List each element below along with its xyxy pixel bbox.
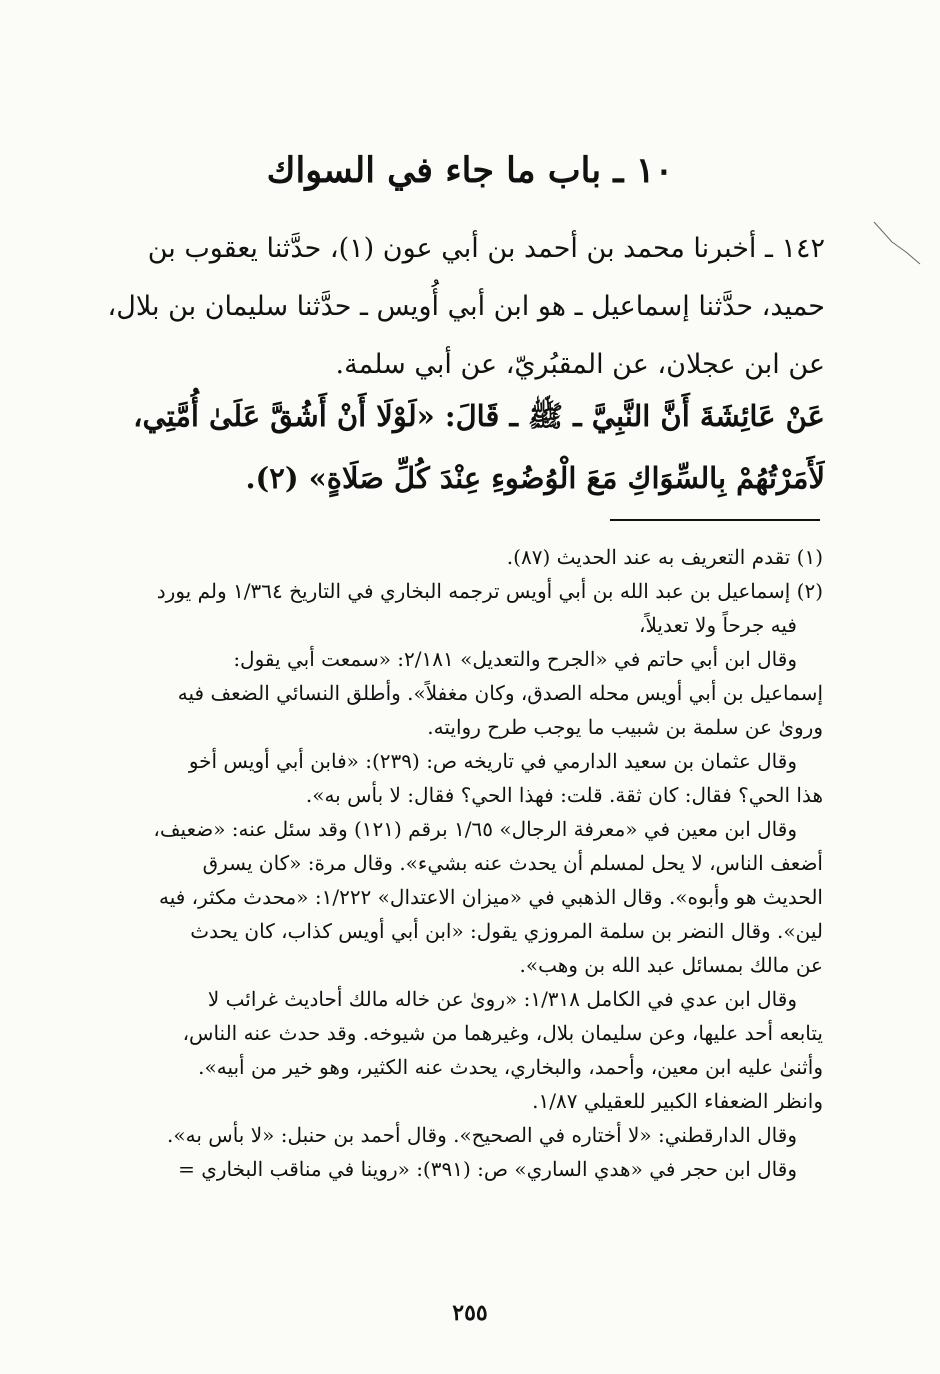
footnote-line: (٢) إسماعيل بن عبد الله بن أبي أويس ترجمه البخاري في التاريخ ١/٣٦٤ ولم يورد (156, 579, 823, 603)
footnote-line: عن مالك بمسائل عبد الله بن وهب». (519, 953, 823, 977)
footnote-line: فيه جرحاً ولا تعديلاً، (639, 613, 797, 637)
hadith-text (95, 385, 825, 509)
footnote-line: وقال ابن عدي في الكامل ١/٣١٨: «روىٰ عن خاله مالك أحاديث غرائب لا (207, 987, 797, 1011)
footnote-line: وأثنىٰ عليه ابن معين، وأحمد، والبخاري، يحدث عنه الكثير، وهو خير من أبيه». (198, 1055, 823, 1079)
chapter-title: ١٠ ـ باب ما جاء في السواك (266, 150, 674, 191)
footnote-divider (610, 519, 820, 521)
footnote-line: يتابعه أحد عليها، وعن سليمان بلال، وغيرهما من شيوخه. وقد حدث عنه الناس، (182, 1021, 823, 1045)
footnote-line: وقال ابن أبي حاتم في «الجرح والتعديل» ٢/١٨١: «سمعت أبي يقول: (233, 647, 797, 671)
scan-mark-icon (872, 220, 922, 266)
hadith-line-1: عَنْ عَائِشَةَ أَنَّ النَّبِيَّ ـ ﷺ ـ قَالَ: «لَوْلَا أَنْ أَشُقَّ عَلَىٰ أُمَّتِي، (133, 399, 825, 433)
hadith-line-2: لَأَمَرْتُهُمْ بِالسِّوَاكِ مَعَ الْوُضُوءِ عِنْدَ كُلِّ صَلَاةٍ» (٢). (245, 461, 825, 495)
footnote-line: لين». وقال النضر بن سلمة المروزي يقول: «ابن أبي أويس كذاب، كان يحدث (190, 919, 823, 943)
footnote-line: وقال عثمان بن سعيد الدارمي في تاريخه ص: (٢٣٩): «فابن أبي أويس أخو (188, 749, 797, 773)
footnotes (95, 540, 823, 1186)
footnote-line: هذا الحي؟ فقال: كان ثقة. قلت: فهذا الحي؟ فقال: لا بأس به». (305, 783, 823, 807)
footnote-line: وروىٰ عن سلمة بن شبيب ما يوجب طرح روايته. (427, 715, 823, 739)
chain-line-2: حميد، حدَّثنا إسماعيل ـ هو ابن أبي أُويس ـ حدَّثنا سليمان بن بلال، (107, 291, 825, 322)
page-number: ٢٥٥ (452, 1300, 488, 1326)
footnote-line: الحديث هو وأبوه». وقال الذهبي في «ميزان الاعتدال» ١/٢٢٢: «محدث مكثر، فيه (158, 885, 823, 909)
footnote-line: وانظر الضعفاء الكبير للعقيلي ١/٨٧. (532, 1089, 823, 1113)
footnote-line: وقال الدارقطني: «لا أختاره في الصحيح». وقال أحمد بن حنبل: «لا بأس به». (167, 1123, 797, 1147)
hadith-chain (95, 220, 825, 394)
footnote-line: وقال ابن حجر في «هدي الساري» ص: (٣٩١): «روينا في مناقب البخاري = (178, 1157, 797, 1181)
footnote-line: وقال ابن معين في «معرفة الرجال» ١/٦٥ برقم (١٢١) وقد سئل عنه: «ضعيف، (153, 817, 797, 841)
chain-line-3: عن ابن عجلان، عن المقبُريّ، عن أبي سلمة. (335, 349, 825, 380)
footnote-line: أضعف الناس، لا يحل لمسلم أن يحدث عنه بشيء». وقال مرة: «كان يسرق (202, 851, 823, 875)
footnote-line: (١) تقدم التعريف به عند الحديث (٨٧). (506, 545, 823, 569)
chain-line-1: ١٤٢ ـ أخبرنا محمد بن أحمد بن أبي عون (١)، حدَّثنا يعقوب بن (147, 233, 825, 264)
footnote-line: إسماعيل بن أبي أويس محله الصدق، وكان مغفلاً». وأطلق النسائي الضعف فيه (177, 681, 823, 705)
